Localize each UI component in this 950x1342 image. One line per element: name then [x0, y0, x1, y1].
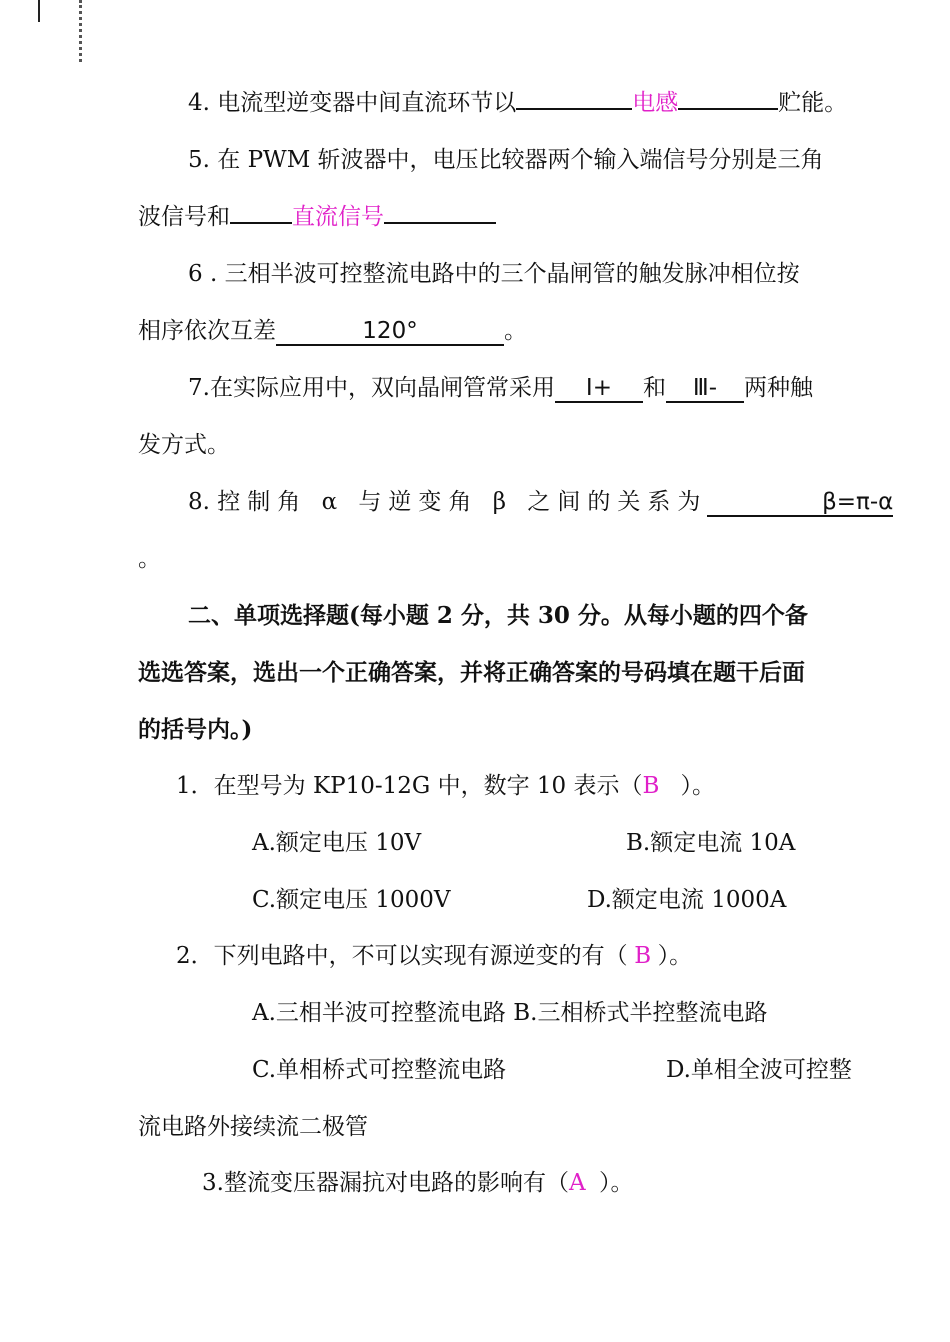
question-text: 在 PWM 斩波器中，电压比较器两个输入端信号分别是三角 [217, 147, 824, 173]
question-7-continued [138, 430, 230, 460]
answer: 电感 [632, 90, 679, 116]
section-heading-continued [138, 658, 805, 688]
question-text: 三相半波可控整流电路中的三个晶闸管的触发脉冲相位按 [224, 261, 800, 287]
question-number: 5. [188, 147, 210, 173]
answer: β=π-α [707, 489, 893, 517]
section-heading-continued [138, 715, 252, 745]
mc-question-1 [176, 771, 715, 801]
question-7 [188, 373, 813, 403]
question-tail: 。 [504, 318, 527, 344]
question-stem-tail: ）。 [657, 943, 693, 969]
option-a: A.三相半波可控整流电路 [252, 1000, 506, 1026]
question-6-continued [138, 316, 527, 346]
question-6 [188, 259, 800, 289]
binding-dotted-line [79, 0, 82, 62]
section-heading-line-1: 二、单项选择题(每小题 2 分，共 30 分。从每小题的四个备 [188, 602, 808, 629]
option-b: B.额定电流 10A [626, 830, 796, 856]
option-d: D.额定电流 1000A [587, 887, 787, 913]
mc-question-2 [176, 941, 692, 971]
question-number: 6 . [188, 261, 218, 287]
option-a: A.额定电压 10V [252, 830, 422, 856]
answer: B [642, 773, 660, 799]
question-stem: 2．下列电路中，不可以实现有源逆变的有（ [176, 943, 628, 969]
question-stem: 3.整流变压器漏抗对电路的影响有（ [202, 1170, 569, 1196]
blank-underline [230, 222, 292, 224]
question-4 [188, 88, 847, 118]
answer: Ⅰ+ [555, 375, 643, 403]
question-8 [188, 487, 893, 517]
option-d: D.单相全波可控整 [666, 1057, 852, 1083]
question-stem-tail: ）。 [598, 1170, 634, 1196]
mc-question-3 [202, 1168, 633, 1198]
option-d-continued: 流电路外接续流二极管 [138, 1114, 368, 1140]
question-stem-tail: ）。 [680, 773, 715, 799]
question-tail: 。 [138, 546, 161, 572]
question-stem: 1．在型号为 KP10-12G 中，数字 10 表示（ [176, 773, 643, 799]
question-text: 波信号和 [138, 204, 230, 230]
option-c: C.单相桥式可控整流电路 [252, 1057, 507, 1083]
question-text: 发方式。 [138, 432, 230, 458]
question-5 [188, 145, 824, 175]
question-text: 相序依次互差 [138, 318, 276, 344]
question-8-continued [138, 544, 161, 574]
option-b: B.三相桥式半控整流电路 [513, 1000, 768, 1026]
question-text: 在实际应用中，双向晶闸管常采用 [209, 375, 555, 401]
blank-underline [678, 108, 778, 110]
answer: 直流信号 [292, 204, 384, 230]
binding-line [38, 0, 40, 22]
question-number: 4. [188, 90, 210, 116]
answer: Ⅲ- [666, 375, 744, 403]
answer: 120° [276, 318, 504, 346]
question-text: 控制角 α 与逆变角 β 之间的关系为 [217, 489, 708, 515]
answer: B [634, 943, 652, 969]
question-text: 和 [642, 375, 666, 401]
question-tail: 贮能。 [778, 90, 848, 116]
question-5-continued [138, 202, 496, 232]
question-number: 7. [188, 375, 210, 401]
blank-underline [516, 108, 632, 110]
section-heading-line-2: 选选答案，选出一个正确答案，并将正确答案的号码填在题干后面 [138, 659, 805, 686]
question-text: 电流型逆变器中间直流环节以 [217, 90, 517, 116]
question-tail: 两种触 [743, 375, 813, 401]
answer: A [568, 1170, 586, 1196]
section-heading [188, 601, 808, 631]
question-number: 8. [188, 489, 210, 515]
blank-underline [384, 222, 496, 224]
option-c: C.额定电压 1000V [252, 887, 451, 913]
option-a-b [252, 998, 767, 1028]
section-heading-line-3: 的括号内。) [138, 716, 253, 743]
